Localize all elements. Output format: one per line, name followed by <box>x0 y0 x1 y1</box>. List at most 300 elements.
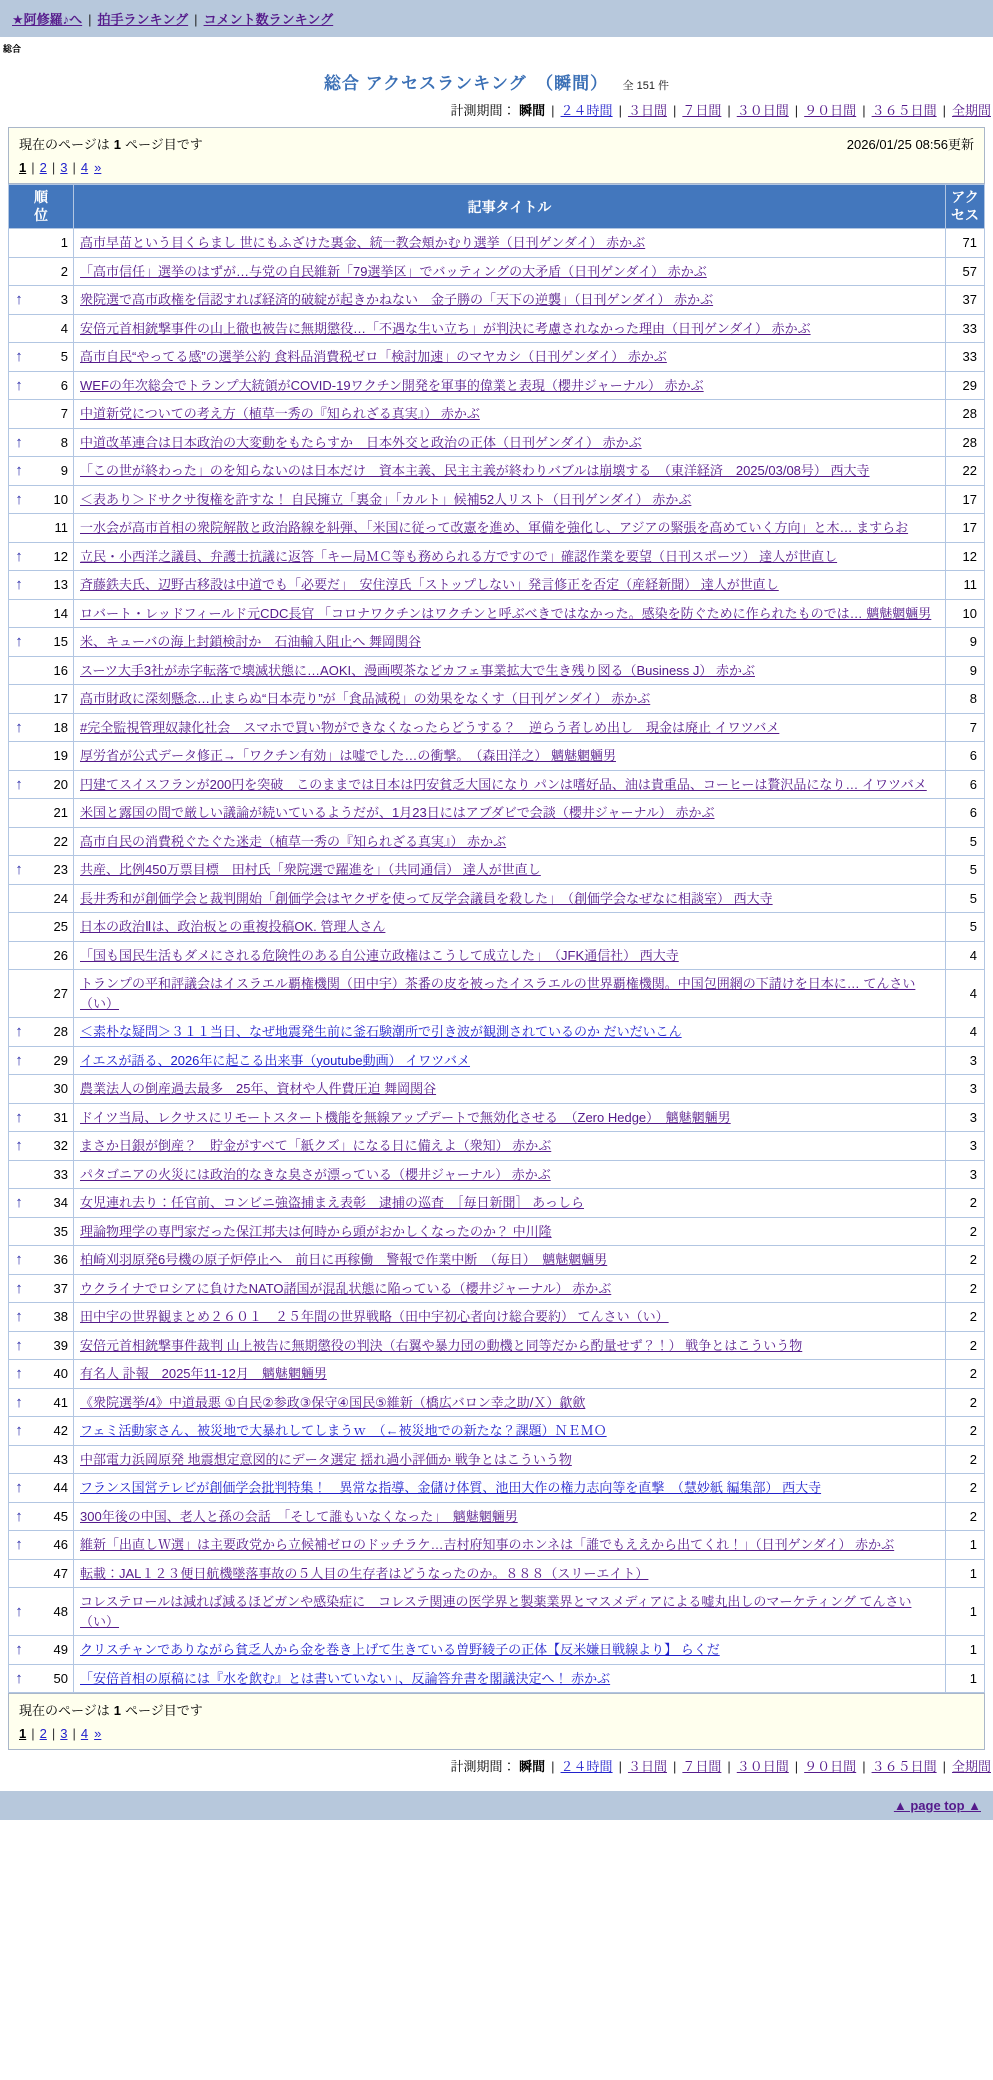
rank-number: 43 <box>53 1451 68 1467</box>
article-link[interactable]: 高市自民の消費税ぐたぐた迷走（植草一秀の『知られざる真実』） 赤かぶ <box>80 833 507 849</box>
article-link[interactable]: 「安倍首相の原稿には『水を飲む』とは書いていない」、反論答弁書を閣議決定へ！ 赤かぶ <box>80 1670 611 1686</box>
rank-up-icon: ↑ <box>15 1308 23 1326</box>
rank-number: 15 <box>53 634 68 650</box>
table-row <box>9 599 985 628</box>
article-link[interactable]: 中道改革連合は日本政治の大変動をもたらすか 日本外交と政治の正体（日刊ゲンダイ） 赤かぶ <box>80 434 642 450</box>
rank-cell <box>9 371 74 400</box>
article-link[interactable]: コレステロールは減れば減るほどガンや感染症に コレステ関連の医学界と製薬業界とマスメディアによる嘘丸出しのマーケティング てんさい（い） <box>80 1594 912 1629</box>
rank-cell <box>9 884 74 913</box>
rank-up-icon: ↑ <box>15 1536 23 1554</box>
top-nav-link[interactable]: 拍手ランキング <box>97 12 189 27</box>
article-link[interactable]: 米国と露国の間で厳しい議論が続いているようだが、1月23日にはアブダビで会談（櫻井ジャーナル） 赤かぶ <box>80 805 715 820</box>
article-title-cell <box>74 286 946 315</box>
nav-separator: | <box>88 12 92 27</box>
rank-cell <box>9 571 74 600</box>
article-link[interactable]: クリスチャンでありながら貧乏人から金を巻き上げて生きている曽野綾子の正体【反米嫌日戦線より】 らくだ <box>80 1642 720 1657</box>
access-count: 5 <box>946 827 985 856</box>
rank-number: 34 <box>53 1195 68 1211</box>
article-title-cell <box>74 1217 946 1246</box>
article-link[interactable]: フランス国営テレビが創価学会批判特集！ 異常な指導、金儲け体質、池田大作の権力志向等を直撃 （慧妙紙 編集部） 西大寺 <box>80 1480 822 1495</box>
period-separator: | <box>618 1759 622 1774</box>
article-title-cell <box>74 1274 946 1303</box>
article-link[interactable]: 「高市信任」選挙のはずが…与党の自民維新「79選挙区」でバッティングの大矛盾（日刊ゲンダイ） 赤かぶ <box>80 263 707 279</box>
rank-cell <box>9 343 74 372</box>
table-row <box>9 1474 985 1503</box>
access-count: 2 <box>946 1502 985 1531</box>
period-separator: | <box>672 1759 677 1774</box>
table-row <box>9 1018 985 1047</box>
article-title-cell <box>74 1417 946 1446</box>
period-link[interactable]: ３日間 <box>627 103 667 118</box>
article-link[interactable]: 斉藤鉄夫氏、辺野古移設は中道でも「必要だ」 安住淳氏「ストップしない」発言修正を否定（産経新聞） 達人が世直し <box>80 577 779 592</box>
pagination-current[interactable]: 1 <box>19 1726 27 1741</box>
access-count: 8 <box>946 685 985 714</box>
table-row <box>9 884 985 913</box>
page-title-row <box>0 69 993 94</box>
article-title-cell <box>74 400 946 429</box>
rank-up-icon: ↑ <box>15 547 23 565</box>
access-count: 9 <box>946 656 985 685</box>
table-row <box>9 343 985 372</box>
access-count: 4 <box>946 941 985 970</box>
rank-number: 29 <box>53 1052 68 1068</box>
article-title-cell <box>74 457 946 486</box>
article-link[interactable]: 転載：JAL１２３便日航機墜落事故の５人目の生存者はどうなったのか。８８８（スリーエイト） <box>80 1565 649 1581</box>
article-title-cell <box>74 1588 946 1636</box>
table-row <box>9 1046 985 1075</box>
article-title-cell <box>74 343 946 372</box>
pagination-page-link[interactable]: 2 <box>39 160 47 175</box>
period-links <box>545 103 991 118</box>
article-title-cell <box>74 1018 946 1047</box>
article-link[interactable]: 理論物理学の専門家だった保江邦夫は何時から頭がおかしくなったのか？ 中川隆 <box>80 1223 552 1239</box>
period-link[interactable]: ３０日間 <box>736 103 789 118</box>
table-row <box>9 970 985 1018</box>
article-link[interactable]: フェミ活動家さん、被災地で大暴れしてしまうｗ （←被災地での新たな？課題）ＮＥＭＯ <box>80 1423 607 1438</box>
period-label: 計測期間： <box>450 1759 516 1774</box>
article-title-cell <box>74 599 946 628</box>
rank-number: 7 <box>60 406 68 422</box>
access-column-header: アクセス <box>946 185 985 229</box>
period-selector-bottom <box>2 1756 991 1775</box>
article-link[interactable]: 田中宇の世界観まとめ２６０１ ２５年間の世界戦略（田中宇初心者向け総合要約） てんさい（い） <box>80 1309 669 1324</box>
access-count: 71 <box>946 229 985 258</box>
table-row <box>9 457 985 486</box>
access-count: 9 <box>946 628 985 657</box>
rank-number: 48 <box>53 1604 68 1619</box>
article-title-cell <box>74 770 946 799</box>
article-link[interactable]: 《衆院選挙/4》中道最悪 ①自民②参政③保守④国民⑤維新（橋広バロン幸之助/Ｘ）歙歛 <box>80 1394 586 1410</box>
rank-number: 10 <box>53 491 68 507</box>
rank-cell <box>9 514 74 543</box>
period-separator: | <box>727 1759 731 1774</box>
period-separator: | <box>727 103 731 118</box>
table-row <box>9 1160 985 1189</box>
period-link[interactable]: ７日間 <box>682 103 722 118</box>
pagination-next-link[interactable]: » <box>94 1726 102 1741</box>
rank-cell <box>9 257 74 286</box>
page-info-box-top <box>8 127 985 184</box>
access-count: 28 <box>946 400 985 429</box>
article-link[interactable]: 高市財政に深刻懸念…止まらぬ“日本売り”が「食品減税」の効果をなくす（日刊ゲンダイ） 赤かぶ <box>80 691 651 706</box>
table-row <box>9 1636 985 1665</box>
article-link[interactable]: 立民・小西洋之議員、弁護士抗議に返答「キー局ＭＣ等も務められる方ですので」確認作業を要望（日刊スポーツ） 達人が世直し <box>80 548 838 564</box>
rank-number: 19 <box>53 748 68 764</box>
article-title-cell <box>74 827 946 856</box>
access-count: 12 <box>946 542 985 571</box>
article-link[interactable]: 中部電力浜岡原発 地震想定意図的にデータ選定 揺れ過小評価か 戦争とはこういう物 <box>80 1451 572 1467</box>
article-link[interactable]: 円建てスイスフランが200円を突破 このままでは日本は円安貧乏大国になり パンは嗜好品、油は貴重品、コーヒーは贅沢品になり… イワツバメ <box>80 776 927 792</box>
article-title-cell <box>74 229 946 258</box>
access-count: 2 <box>946 1189 985 1218</box>
period-link[interactable]: 全期間 <box>951 1759 991 1774</box>
access-count: 11 <box>946 571 985 600</box>
rank-number: 5 <box>60 349 68 365</box>
rank-up-icon: ↑ <box>15 775 23 793</box>
table-row <box>9 856 985 885</box>
rank-cell <box>9 941 74 970</box>
article-title-cell <box>74 1331 946 1360</box>
access-count: 1 <box>946 1636 985 1665</box>
article-title-cell <box>74 1360 946 1389</box>
pagination-page-link[interactable]: 3 <box>60 1726 68 1741</box>
article-link[interactable]: 安倍元首相銃撃事件の山上徹也被告に無期懲役…「不遇な生い立ち」が判決に考慮されなかった理由（日刊ゲンダイ） 赤かぶ <box>80 320 811 336</box>
article-link[interactable]: ロバート・レッドフィールド元CDC長官 「コロナワクチンはワクチンと呼ぶべきではなかった。感染を防ぐために作られたものでは… 魑魅魍魎男 <box>80 605 932 621</box>
table-row <box>9 1103 985 1132</box>
table-row <box>9 713 985 742</box>
period-link[interactable]: ３０日間 <box>736 1759 789 1774</box>
article-title-cell <box>74 1636 946 1665</box>
rank-number: 25 <box>53 919 68 935</box>
table-row <box>9 1588 985 1636</box>
current-page-number: 1 <box>113 137 121 152</box>
rank-up-icon: ↑ <box>15 1479 23 1497</box>
pagination-page-link[interactable]: 4 <box>80 1726 89 1741</box>
access-count: 2 <box>946 1331 985 1360</box>
article-link[interactable]: 厚労省が公式データ修正→「ワクチン有効」は嘘でした…の衝撃。 （森田洋之） 魑魅魍魎男 <box>80 748 616 763</box>
rank-cell <box>9 457 74 486</box>
rank-up-icon: ↑ <box>15 1023 23 1041</box>
period-selector-top <box>2 100 991 119</box>
rank-number: 38 <box>53 1309 68 1325</box>
rank-cell <box>9 542 74 571</box>
rank-up-icon: ↑ <box>15 490 23 508</box>
period-separator: | <box>618 103 622 118</box>
rank-number: 30 <box>53 1081 68 1097</box>
article-link[interactable]: ＜素朴な疑問＞３１１当日、なぜ地震発生前に釜石験潮所で引き波が観測されているのか だいだいこん <box>80 1024 682 1039</box>
rank-up-icon: ↑ <box>15 1603 23 1620</box>
rank-cell <box>9 1474 74 1503</box>
rank-number: 18 <box>53 719 68 735</box>
article-link[interactable]: 衆院選で高市政権を信認すれば経済的破綻が起きかねない 金子勝の「天下の逆襲」（日刊ゲンダイ） 赤かぶ <box>80 292 714 307</box>
table-row <box>9 229 985 258</box>
article-link[interactable]: 日本の政治Ⅱは、政治板との重複投稿OK. 管理人さん <box>80 919 386 934</box>
rank-number: 28 <box>53 1024 68 1040</box>
pagination-separator: | <box>51 1726 56 1741</box>
article-link[interactable]: 「この世が終わった」のを知らないのは日本だけ 資本主義、民主主義が終わりバブルは崩壊する （東洋経済 2025/03/08号） 西大寺 <box>80 463 870 478</box>
rank-up-icon: ↑ <box>15 1641 23 1659</box>
access-count: 5 <box>946 913 985 942</box>
access-count: 17 <box>946 514 985 543</box>
rank-cell <box>9 1445 74 1474</box>
period-separator: | <box>551 103 555 118</box>
rank-cell <box>9 1417 74 1446</box>
bottom-bar <box>0 1791 993 1820</box>
rank-up-icon: ↑ <box>15 1393 23 1411</box>
pagination-page-link[interactable]: 3 <box>60 160 68 175</box>
pagination-current[interactable]: 1 <box>19 160 27 175</box>
article-link[interactable]: ＜表あり＞ドサクサ復権を許すな！ 自民擁立「裏金」「カルト」候補52人リスト（日刊ゲンダイ） 赤かぶ <box>80 491 692 507</box>
article-title-cell <box>74 742 946 771</box>
article-link[interactable]: 高市早苗という目くらまし 世にもふざけた裏金、統一教会頬かむり選挙（日刊ゲンダイ） 赤かぶ <box>80 235 646 250</box>
table-header-row <box>9 185 985 229</box>
access-count: 6 <box>946 770 985 799</box>
period-link[interactable]: ９０日間 <box>804 103 857 118</box>
article-link[interactable]: スーツ大手3社が赤字転落で壊滅状態に…AOKI、漫画喫茶などカフェ事業拡大で生き残り図る（Business J） 赤かぶ <box>80 662 755 678</box>
rank-cell <box>9 970 74 1018</box>
rank-number: 24 <box>53 890 68 906</box>
page-top-link[interactable]: ▲ page top ▲ <box>893 1798 981 1813</box>
rank-number: 45 <box>53 1508 68 1524</box>
table-row <box>9 770 985 799</box>
rank-up-icon: ↑ <box>15 1194 23 1212</box>
access-count: 3 <box>946 1046 985 1075</box>
period-label: 計測期間： <box>450 103 516 118</box>
article-title-cell <box>74 257 946 286</box>
pagination-separator: | <box>51 160 56 175</box>
article-title-cell <box>74 713 946 742</box>
article-link[interactable]: 農業法人の倒産過去最多 25年、資材や人件費圧迫 舞岡関谷 <box>80 1081 437 1096</box>
period-link[interactable]: ３６５日間 <box>871 1759 937 1774</box>
pagination-separator: | <box>31 160 35 175</box>
table-row <box>9 1274 985 1303</box>
table-row <box>9 1331 985 1360</box>
top-nav-link[interactable]: ★阿修羅♪へ <box>12 12 83 27</box>
article-title-cell <box>74 1103 946 1132</box>
table-row <box>9 1417 985 1446</box>
rank-cell <box>9 685 74 714</box>
table-row <box>9 428 985 457</box>
article-link[interactable]: WEFの年次総会でトランプ大統領がCOVID-19ワクチン開発を軍事的偉業と表現（櫻井ジャーナル） 赤かぶ <box>80 377 704 393</box>
rank-number: 9 <box>60 463 68 479</box>
rank-up-icon: ↑ <box>15 1669 23 1687</box>
nav-separator: | <box>194 12 198 27</box>
period-separator: | <box>794 103 799 118</box>
rank-number: 1 <box>60 235 68 251</box>
rank-cell <box>9 1046 74 1075</box>
access-count: 3 <box>946 1075 985 1104</box>
article-link[interactable]: #完全監視管理奴隷化社会 スマホで買い物ができなくなったらどうする？ 逆らう者しめ出し 現金は廃止 イワツバメ <box>80 719 780 735</box>
rank-number: 26 <box>53 947 68 963</box>
period-separator: | <box>862 1759 866 1774</box>
rank-cell <box>9 229 74 258</box>
access-count: 17 <box>946 485 985 514</box>
period-separator: | <box>551 1759 555 1774</box>
rank-up-icon: ↑ <box>15 1422 23 1440</box>
article-link[interactable]: 高市自民“やってる感”の選挙公約 食料品消費税ゼロ「検討加速」のマヤカシ（日刊ゲンダイ） 赤かぶ <box>80 349 667 364</box>
rank-cell <box>9 1103 74 1132</box>
rank-number: 4 <box>60 320 68 336</box>
rank-cell <box>9 485 74 514</box>
current-page-number: 1 <box>113 1703 121 1718</box>
table-row <box>9 257 985 286</box>
article-link[interactable]: パタゴニアの火災には政治的なきな臭さが漂っている（櫻井ジャーナル） 赤かぶ <box>80 1166 551 1182</box>
current-page-info: 現在のページは 1 ページ目です <box>19 137 203 152</box>
article-link[interactable]: 有名人 訃報 2025年11-12月 魑魅魍魎男 <box>80 1366 327 1381</box>
rank-number: 3 <box>60 292 68 308</box>
table-row <box>9 1502 985 1531</box>
period-link[interactable]: ９０日間 <box>804 1759 857 1774</box>
table-row <box>9 1246 985 1275</box>
article-link[interactable]: 共産、比例450万票目標 田村氏「衆院選で躍進を」（共同通信） 達人が世直し <box>80 862 541 877</box>
article-link[interactable]: 柏崎刈羽原発6号機の原子炉停止へ 前日に再稼働 警報で作業中断 （毎日） 魑魅魍魎男 <box>80 1252 608 1267</box>
rank-cell <box>9 314 74 343</box>
rank-cell <box>9 1189 74 1218</box>
page-title: 総合 アクセスランキング （瞬間） <box>323 74 609 93</box>
rank-cell <box>9 1018 74 1047</box>
access-count: 4 <box>946 1018 985 1047</box>
article-title-cell <box>74 542 946 571</box>
top-nav-bar <box>0 0 993 37</box>
table-row <box>9 1445 985 1474</box>
access-count: 1 <box>946 1664 985 1693</box>
pagination-page-link[interactable]: 2 <box>39 1726 47 1741</box>
rank-number: 42 <box>53 1423 68 1439</box>
table-row <box>9 827 985 856</box>
article-title-cell <box>74 685 946 714</box>
rank-number: 40 <box>53 1366 68 1382</box>
pagination-page-link[interactable]: 4 <box>80 160 89 175</box>
article-link[interactable]: ドイツ当局、レクサスにリモートスタート機能を無線アップデートで無効化させる （Zero Hedge） 魑魅魍魎男 <box>80 1109 731 1125</box>
rank-cell <box>9 1246 74 1275</box>
article-title-cell <box>74 1160 946 1189</box>
access-count: 1 <box>946 1531 985 1560</box>
article-link[interactable]: イエスが語る、2026年に起こる出来事（youtube動画） イワツバメ <box>80 1052 471 1068</box>
rank-number: 17 <box>53 691 68 707</box>
rank-cell <box>9 827 74 856</box>
rank-number: 8 <box>60 434 68 450</box>
article-link[interactable]: 安倍元首相銃撃事件裁判 山上被告に無期懲役の判決（右翼や暴力団の動機と同等だから酌量せず？！） 戦争とはこういう物 <box>80 1337 803 1353</box>
table-row <box>9 628 985 657</box>
rank-cell <box>9 1303 74 1332</box>
period-link[interactable]: 全期間 <box>951 103 991 118</box>
table-row <box>9 1132 985 1161</box>
article-title-cell <box>74 314 946 343</box>
pagination-next-link[interactable]: » <box>94 160 102 175</box>
article-title-cell <box>74 1075 946 1104</box>
rank-number: 23 <box>53 862 68 878</box>
table-row <box>9 286 985 315</box>
rank-cell <box>9 1360 74 1389</box>
rank-up-icon: ↑ <box>15 348 23 366</box>
period-link[interactable]: ３６５日間 <box>871 103 937 118</box>
table-row <box>9 1075 985 1104</box>
table-row <box>9 514 985 543</box>
article-link[interactable]: ウクライナでロシアに負けたNATO諸国が混乱状態に陥っている（櫻井ジャーナル） 赤かぶ <box>80 1280 612 1296</box>
article-link[interactable]: 長井秀和が創価学会と裁判開始「創価学会はヤクザを使って反学会議員を殺した」 （創価学会なぜなに相談室） 西大寺 <box>80 890 773 906</box>
access-count: 2 <box>946 1274 985 1303</box>
rank-number: 20 <box>53 776 68 792</box>
article-link[interactable]: 300年後の中国、老人と孫の会話 「そして誰もいなくなった」 魑魅魍魎男 <box>80 1508 518 1524</box>
access-count: 7 <box>946 713 985 742</box>
access-count: 33 <box>946 343 985 372</box>
access-count: 57 <box>946 257 985 286</box>
rank-cell <box>9 1588 74 1636</box>
article-title-cell <box>74 514 946 543</box>
article-title-cell <box>74 1531 946 1560</box>
title-column-header: 記事タイトル <box>74 185 946 229</box>
period-link[interactable]: ７日間 <box>682 1759 722 1774</box>
table-row <box>9 941 985 970</box>
article-title-cell <box>74 1474 946 1503</box>
table-row <box>9 485 985 514</box>
table-row <box>9 400 985 429</box>
access-count: 3 <box>946 1103 985 1132</box>
table-row <box>9 371 985 400</box>
table-row <box>9 1531 985 1560</box>
article-link[interactable]: 米、キューバの海上封鎖検討か 石油輸入阻止へ 舞岡関谷 <box>80 634 421 649</box>
period-separator: | <box>942 1759 946 1774</box>
article-title-cell <box>74 970 946 1018</box>
rank-column-header: 順位 <box>9 185 74 229</box>
page-info-box-bottom <box>8 1693 985 1750</box>
rank-number: 31 <box>53 1109 68 1125</box>
article-link[interactable]: まさか日銀が倒産？ 貯金がすべて「紙クズ」になる日に備えよ（衆知） 赤かぶ <box>80 1138 552 1153</box>
rank-number: 41 <box>53 1394 68 1410</box>
rank-number: 32 <box>53 1138 68 1154</box>
top-nav-link[interactable]: コメント数ランキング <box>203 12 334 27</box>
article-link[interactable]: 維新「出直しＷ選」は主要政党から立候補ゼロのドッチラケ…吉村府知事のホンネは「誰でもええから出てくれ！」（日刊ゲンダイ） 赤かぶ <box>80 1537 895 1552</box>
article-title-cell <box>74 1388 946 1417</box>
rank-up-icon: ↑ <box>15 718 23 736</box>
period-separator: | <box>794 1759 799 1774</box>
rank-number: 22 <box>53 833 68 849</box>
rank-cell <box>9 856 74 885</box>
access-count: 28 <box>946 428 985 457</box>
article-link[interactable]: トランプの平和評議会はイスラエル覇権機関（田中宇）茶番の皮を被ったイスラエルの世界覇権機関。中国包囲網の下請けを日本に… てんさい（い） <box>80 976 916 1011</box>
article-link[interactable]: 中道新党についての考え方（植草一秀の『知られざる真実』） 赤かぶ <box>80 406 480 421</box>
article-link[interactable]: 女児連れ去り：任官前、コンビニ強盗捕まえ表彰 逮捕の巡査 ［毎日新聞］ あっしら <box>80 1195 584 1210</box>
rank-up-icon: ↑ <box>15 633 23 651</box>
article-link[interactable]: 「国も国民生活もダメにされる危険性のある自公連立政権はこうして成立した」 （JFK通信社） 西大寺 <box>80 947 679 963</box>
period-link[interactable]: ３日間 <box>627 1759 667 1774</box>
period-link[interactable]: ２４時間 <box>560 103 613 118</box>
access-count: 2 <box>946 1445 985 1474</box>
article-title-cell <box>74 1046 946 1075</box>
table-row <box>9 1664 985 1693</box>
article-title-cell <box>74 941 946 970</box>
table-row <box>9 1388 985 1417</box>
access-count: 5 <box>946 884 985 913</box>
period-link[interactable]: ２４時間 <box>560 1759 613 1774</box>
rank-up-icon: ↑ <box>15 861 23 879</box>
pagination-separator: | <box>72 160 76 175</box>
ranking-table <box>8 184 985 1693</box>
access-count: 1 <box>946 1588 985 1636</box>
article-title-cell <box>74 1445 946 1474</box>
top-nav-links <box>12 12 333 27</box>
table-row <box>9 656 985 685</box>
rank-number: 47 <box>53 1565 68 1581</box>
rank-cell <box>9 1388 74 1417</box>
article-link[interactable]: 一水会が高市首相の衆院解散と政治路線を糾弾、「米国に従って改憲を進め、軍備を強化し、アジアの緊張を高めていく方向」と木… ますらお <box>80 520 909 535</box>
rank-cell <box>9 286 74 315</box>
rank-number: 2 <box>60 263 68 279</box>
table-row <box>9 314 985 343</box>
period-links <box>545 1759 991 1774</box>
table-row <box>9 542 985 571</box>
rank-up-icon: ↑ <box>15 1108 23 1126</box>
